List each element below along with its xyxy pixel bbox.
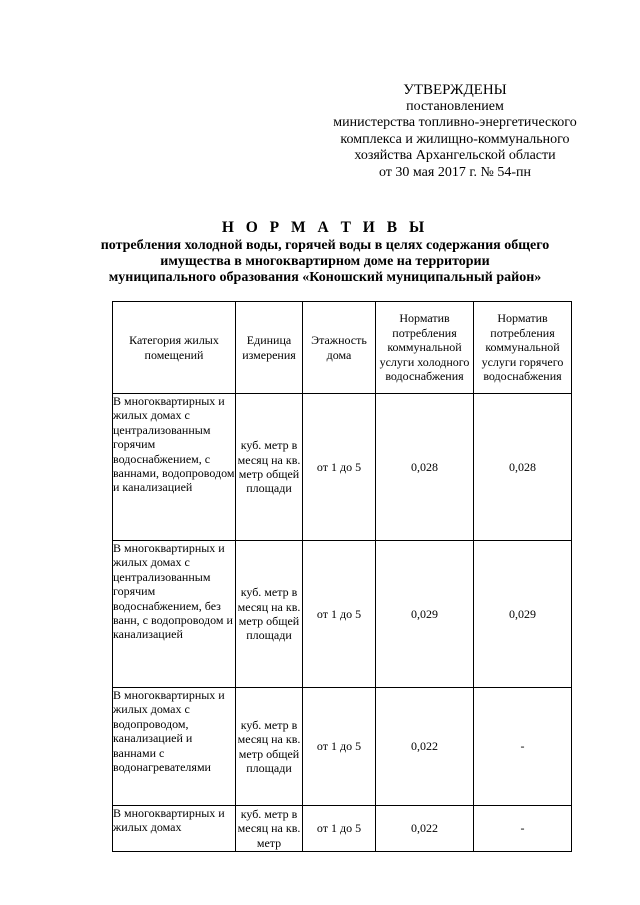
cell-unit: куб. метр в месяц на кв. метр общей площади [236, 541, 303, 688]
approval-line: министерства топливно-энергетического [333, 115, 577, 130]
cell-cold: 0,022 [376, 688, 474, 806]
table-row [113, 688, 572, 806]
approval-line: хозяйства Архангельской области [354, 148, 556, 163]
table-header-row [113, 302, 572, 394]
cell-unit: куб. метр в месяц на кв. метр [236, 806, 303, 852]
header-floors: Этажность дома [303, 302, 376, 394]
approval-stamp [300, 82, 610, 181]
heading-line: муниципального образования «Коношский муниципальный район» [108, 270, 542, 285]
cell-hot: - [474, 688, 572, 806]
approval-title: УТВЕРЖДЕНЫ [403, 82, 507, 98]
cell-floors: от 1 до 5 [303, 394, 376, 541]
heading-line: имущества в многоквартирном доме на территории [160, 254, 490, 269]
heading-line: потребления холодной воды, горячей воды в целях содержания общего [100, 238, 550, 253]
table-row [113, 806, 572, 852]
cell-unit: куб. метр в месяц на кв. метр общей площади [236, 688, 303, 806]
cell-unit: куб. метр в месяц на кв. метр общей площади [236, 394, 303, 541]
cell-category: В многоквартирных и жилых домах с водопроводом, канализацией и ваннами с водонагревателями [113, 688, 236, 806]
document-title: Н О Р М А Т И В Ы [221, 219, 429, 236]
cell-category: В многоквартирных и жилых домах с централизованным горячим водоснабжением, с ваннами, водопроводом и канализацией [113, 394, 236, 541]
cell-category: В многоквартирных и жилых домах [113, 806, 236, 852]
approval-line: комплекса и жилищно-коммунального [340, 131, 570, 147]
cell-floors: от 1 до 5 [303, 806, 376, 852]
cell-cold: 0,022 [376, 806, 474, 852]
cell-floors: от 1 до 5 [303, 541, 376, 688]
approval-line: постановлением [406, 98, 504, 114]
table-row [113, 394, 572, 541]
header-hot-water-norm: Норматив потребления коммунальной услуги горячего водоснабжения [474, 302, 572, 394]
table-row [113, 541, 572, 688]
cell-floors: от 1 до 5 [303, 688, 376, 806]
cell-cold: 0,028 [376, 394, 474, 541]
cell-hot: 0,029 [474, 541, 572, 688]
header-cold-water-norm: Норматив потребления коммунальной услуги холодного водоснабжения [376, 302, 474, 394]
header-category: Категория жилых помещений [113, 302, 236, 394]
norms-table [112, 301, 572, 852]
cell-hot: - [474, 806, 572, 852]
document-heading [40, 220, 610, 286]
cell-cold: 0,029 [376, 541, 474, 688]
cell-category: В многоквартирных и жилых домах с централизованным горячим водоснабжением, без ванн, с водопроводом и канализацией [113, 541, 236, 688]
approval-line: от 30 мая 2017 г. № 54-пн [378, 164, 532, 180]
header-unit: Единица измерения [236, 302, 303, 394]
cell-hot: 0,028 [474, 394, 572, 541]
